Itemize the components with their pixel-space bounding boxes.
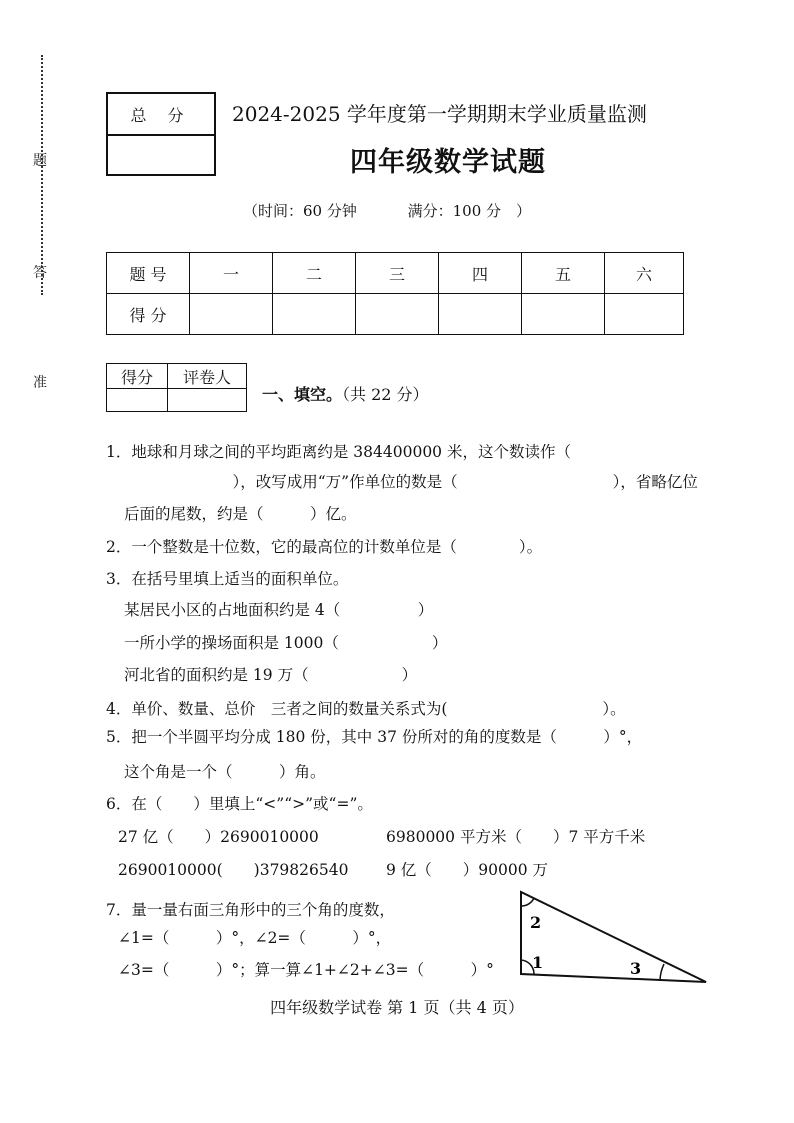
margin-char-3: 准 — [33, 375, 47, 391]
question-7: 7．量一量右面三角形中的三个角的度数， — [106, 901, 395, 919]
score-cell-6[interactable] — [605, 294, 684, 335]
score-cell-2[interactable] — [273, 294, 356, 335]
score-table-col-1: 一 — [190, 253, 273, 294]
question-1-line-2: ），改写成用“万”作单位的数是（ ），省略亿位 — [124, 473, 698, 491]
grader-name-label: 评卷人 — [168, 364, 247, 389]
margin-char-2: 答 — [33, 265, 47, 281]
score-table-col-2: 二 — [273, 253, 356, 294]
total-score-value[interactable] — [108, 136, 214, 176]
question-3-item-a: 某居民小区的占地面积约是 4（ ） — [124, 601, 434, 619]
angle-3-arc — [660, 964, 664, 980]
page-footer: 四年级数学试卷 第 1 页（共 4 页） — [270, 998, 524, 1017]
exam-duration: （时间：60 分钟 — [243, 202, 357, 220]
score-table-header-row — [107, 253, 684, 294]
question-6: 6．在（ ）里填上“<”“>”或“=”。 — [106, 795, 373, 813]
exam-title: 四年级数学试题 — [350, 147, 546, 178]
score-cell-5[interactable] — [522, 294, 605, 335]
section-1-points: （共 22 分） — [342, 385, 429, 404]
grader-score-label: 得分 — [107, 364, 168, 389]
total-score-label: 总 分 — [108, 94, 214, 136]
question-3: 3．在括号里填上适当的面积单位。 — [106, 570, 349, 588]
score-table — [106, 252, 684, 335]
section-1-title: 一、填空。 — [262, 385, 343, 404]
grader-table — [106, 363, 247, 412]
score-table-label-question: 题 号 — [107, 253, 190, 294]
question-6-item-c: 2690010000( )379826540 — [118, 861, 349, 879]
score-table-score-row — [107, 294, 684, 335]
angle-label-2: 2 — [530, 913, 542, 932]
question-4: 4．单价、数量、总价 三者之间的数量关系式为( ）。 — [106, 700, 626, 718]
score-table-col-5: 五 — [522, 253, 605, 294]
score-cell-3[interactable] — [356, 294, 439, 335]
question-3-item-c: 河北省的面积约是 19 万（ ） — [124, 666, 418, 684]
score-cell-1[interactable] — [190, 294, 273, 335]
question-5-line-2: 这个角是一个（ ）角。 — [124, 763, 326, 781]
question-3-item-b: 一所小学的操场面积是 1000（ ） — [124, 634, 448, 652]
score-table-col-4: 四 — [439, 253, 522, 294]
question-1-line-1: 1．地球和月球之间的平均距离约是 384400000 米，这个数读作（ — [106, 443, 571, 461]
grader-score-cell[interactable] — [107, 389, 168, 412]
section-1-heading — [262, 382, 429, 405]
score-table-label-score: 得 分 — [107, 294, 190, 335]
triangle-figure — [512, 888, 712, 988]
margin-char-1: 题 — [33, 153, 47, 169]
score-cell-4[interactable] — [439, 294, 522, 335]
angle-label-3: 3 — [630, 959, 642, 978]
exam-subtitle: 2024-2025 学年度第一学期期末学业质量监测 — [232, 102, 647, 126]
total-score-box — [106, 92, 216, 176]
triangle-outline — [521, 892, 706, 982]
score-table-col-3: 三 — [356, 253, 439, 294]
score-table-col-6: 六 — [605, 253, 684, 294]
question-1-line-3: 后面的尾数，约是（ ）亿。 — [124, 505, 357, 523]
exam-time-info — [243, 200, 541, 221]
question-7-line-2: ∠1=（ ）°，∠2=（ ）°， — [118, 929, 392, 947]
question-5-line-1: 5．把一个半圆平均分成 180 份，其中 37 份所对的角的度数是（ ）°， — [106, 728, 643, 746]
question-6-item-d: 9 亿（ ）90000 万 — [386, 861, 549, 879]
exam-full-score: 满分：100 分 ） — [407, 202, 532, 220]
question-6-item-a: 27 亿（ ）2690010000 — [118, 828, 319, 846]
angle-2-arc — [521, 898, 534, 906]
binding-dotted-line — [41, 55, 43, 295]
angle-label-1: 1 — [532, 953, 544, 972]
grader-name-cell[interactable] — [168, 389, 247, 412]
question-2: 2．一个整数是十位数，它的最高位的计数单位是（ ）。 — [106, 538, 543, 556]
question-6-item-b: 6980000 平方米（ ）7 平方千米 — [386, 828, 646, 846]
question-7-line-3: ∠3=（ ）°；算一算∠1+∠2+∠3=（ ）° — [118, 961, 494, 979]
